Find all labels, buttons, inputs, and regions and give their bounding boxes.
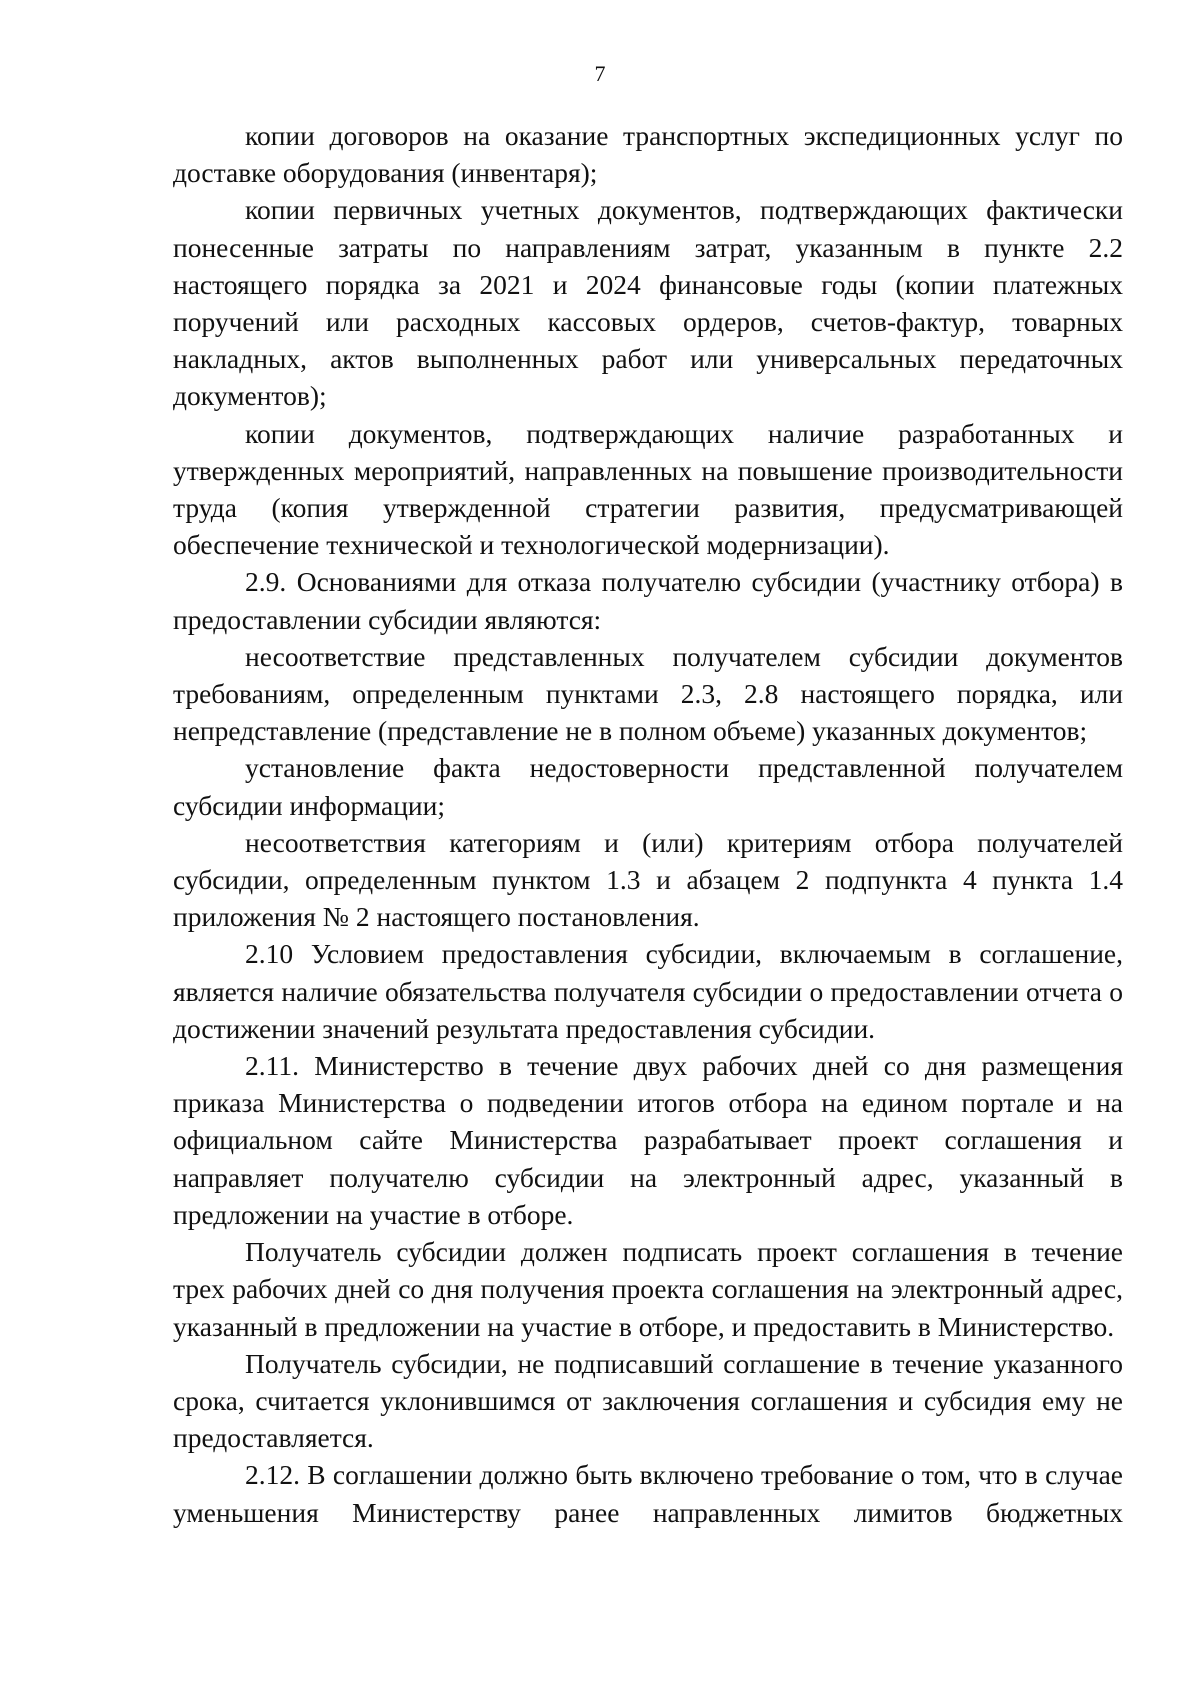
paragraph-documents-mismatch: несоответствие представленных получателем субсидии документов требованиям, определенным пунктами 2.3, 2.8 настоящего порядка, или непредставление (представление не в полном объеме) указанных документов;: [173, 640, 1123, 747]
paragraph-criteria-mismatch: несоответствия категориям и (или) критериям отбора получателей субсидии, определенным пунктом 1.3 и абзацем 2 подпункта 4 пункта 1.4 приложения № 2 настоящего постановления.: [173, 826, 1123, 933]
paragraph-2-9-refusal-grounds: 2.9. Основаниями для отказа получателю субсидии (участнику отбора) в предоставлении субсидии являются:: [173, 566, 1123, 635]
paragraph-2-10-condition: 2.10 Условием предоставления субсидии, включаемым в соглашение, является наличие обязательства получателя субсидии о предоставлении отчета о достижении значений результата предоставления субсидии.: [173, 938, 1123, 1044]
document-body: [173, 117, 1123, 1531]
paragraph-false-information: установление факта недостоверности представленной получателем субсидии информации;: [173, 752, 1123, 821]
paragraph-evasion: Получатель субсидии, не подписавший соглашение в течение указанного срока, считается уклонившимся от заключения соглашения и субсидия ему не предоставляется.: [173, 1347, 1123, 1454]
paragraph-2-12-agreement: 2.12. В соглашении должно быть включено требование о том, что в случае уменьшения Министерству ранее направленных лимитов бюджетных: [173, 1459, 1123, 1528]
paragraph-2-11-ministry: 2.11. Министерство в течение двух рабочих дней со дня размещения приказа Министерства о подведении итогов отбора на едином портале и на официальном сайте Министерства разрабатывает проект соглашения и направляет получателю субсидии на электронный адрес, указанный в предложении на участие в отборе.: [173, 1050, 1123, 1230]
paragraph-primary-documents: копии первичных учетных документов, подтверждающих фактически понесенные затраты по направлениям затрат, указанным в пункте 2.2 настоящего порядка за 2021 и 2024 финансовые годы (копии платежных поручений или расходных кассовых ордеров, счетов-фактур, товарных накладных, актов выполненных работ или универсальных передаточных документов);: [173, 194, 1123, 412]
paragraph-transport-contracts: копии договоров на оказание транспортных экспедиционных услуг по доставке оборудования (инвентаря);: [173, 120, 1123, 189]
paragraph-signing-deadline: Получатель субсидии должен подписать проект соглашения в течение трех рабочих дней со дня получения проекта соглашения на электронный адрес, указанный в предложении на участие в отборе, и предоставить в Министерство.: [173, 1236, 1123, 1342]
paragraph-productivity-documents: копии документов, подтверждающих наличие разработанных и утвержденных мероприятий, направленных на повышение производительности труда (копия утвержденной стратегии развития, предусматривающей обеспечение технической и технологической модернизации).: [173, 417, 1123, 561]
page-number: 7: [594, 61, 606, 86]
